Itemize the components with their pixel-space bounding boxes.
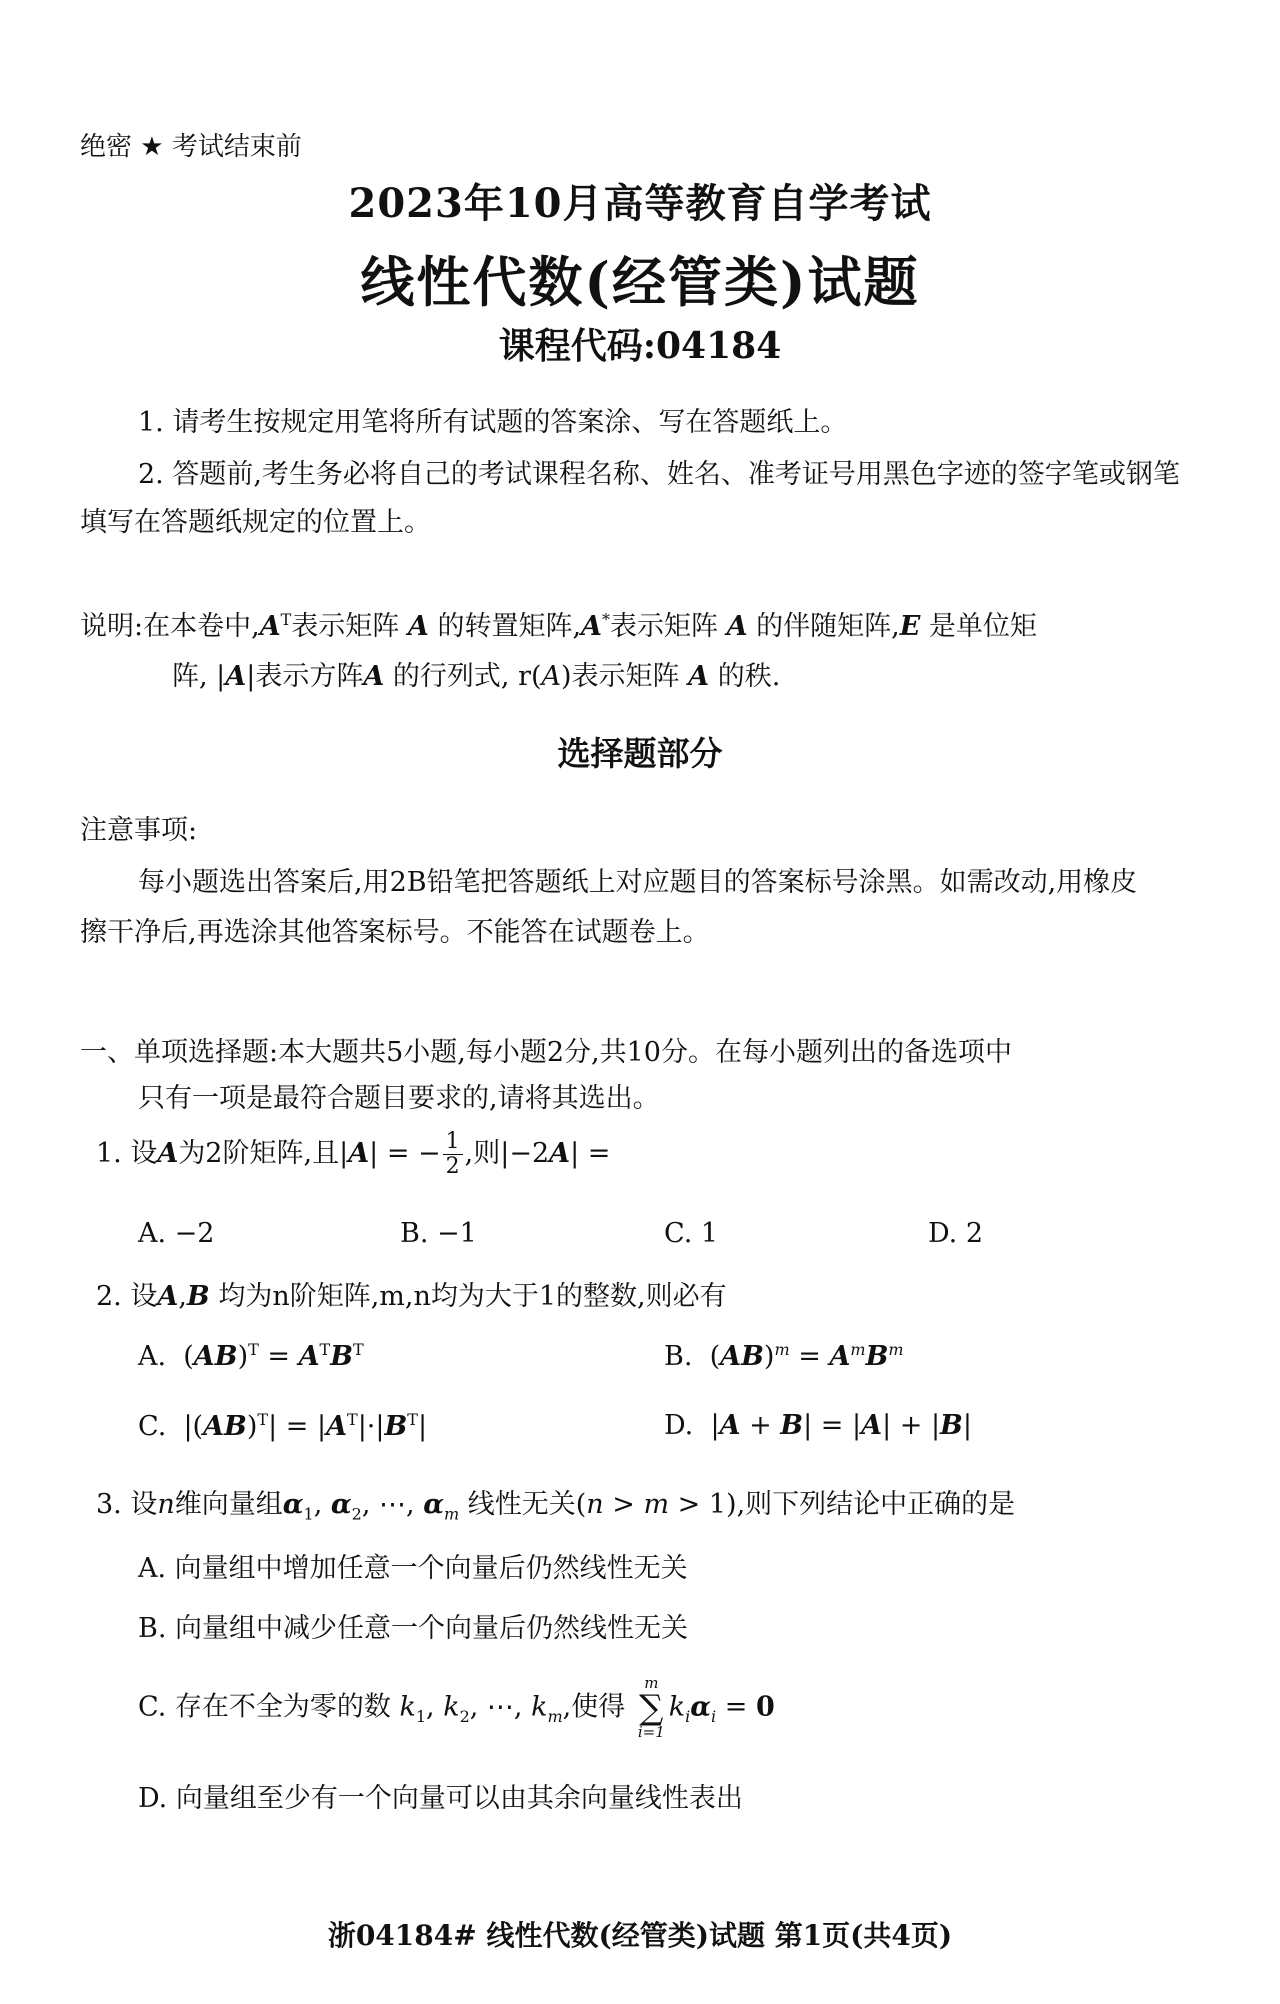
summation-symbol: m ∑ i=1 (637, 1674, 665, 1741)
question-2: 2. 设A,B 均为n阶矩阵,m,n均为大于1的整数,则必有 (96, 1281, 727, 1312)
part1-heading-cont: 只有一项是最符合题目要求的,请将其选出。 (138, 1083, 660, 1114)
explanation-line-2: 阵, |A|表示方阵A 的行列式, r(A)表示矩阵 A 的秩. (172, 661, 781, 692)
q3-option-d: D. 向量组至少有一个向量可以由其余向量线性表出 (138, 1783, 743, 1814)
q1-option-b: B. −1 (400, 1218, 477, 1249)
q2-option-a: A. $(AB)^T = A^TB^T$ (138, 1340, 364, 1372)
instruction-2-cont: 填写在答题纸规定的位置上。 (80, 507, 431, 538)
section-title: 选择题部分 (557, 734, 723, 773)
subject-title: 线性代数(经管类)试题 (360, 250, 920, 314)
attention-heading: 注意事项: (80, 815, 198, 846)
q3-option-a: A. 向量组中增加任意一个向量后仍然线性无关 (138, 1553, 688, 1584)
q3-option-b: B. 向量组中减少任意一个向量后仍然线性无关 (138, 1613, 689, 1644)
instruction-1: 1. 请考生按规定用笔将所有试题的答案涂、写在答题纸上。 (138, 407, 848, 438)
course-code: 课程代码:04184 (498, 325, 782, 367)
q2-option-b: B. $(AB)^m = A^mB^m$ (664, 1340, 904, 1372)
question-1: 1. 设A为2阶矩阵,且|A| = − $\frac{1}{2}$ ,则|−2A| = (96, 1129, 611, 1180)
page-footer: 浙04184# 线性代数(经管类)试题 第1页(共4页) (327, 1919, 953, 1952)
confidential-label: 绝密 ★ 考试结束前 (80, 132, 302, 162)
question-3: 3. 设n维向量组$\alpha_1$, $\alpha_2$, ⋯, $\alpha_m$ 线性无关(n > m > 1),则下列结论中正确的是 (96, 1489, 1016, 1524)
exam-title: 2023年10月高等教育自学考试 (348, 180, 932, 227)
q1-option-d: D. 2 (928, 1218, 984, 1249)
fraction-one-half: $\frac{1}{2}$ (443, 1130, 463, 1179)
q2-option-d: D. |A + B| = |A| + |B| (664, 1410, 972, 1441)
q1-option-c: C. 1 (664, 1218, 719, 1249)
q2-option-c: C. $|(AB)^T| = |A^T|\cdot|B^T|$ (138, 1410, 428, 1442)
attention-line-2: 擦干净后,再选涂其他答案标号。不能答在试题卷上。 (80, 917, 710, 948)
explanation-line-1: 说明:在本卷中$,A^T$表示矩阵 A 的转置矩阵,A*表示矩阵 A 的伴随矩阵,E 是单位矩 (80, 610, 1037, 642)
attention-line-1: 每小题选出答案后,用2B铅笔把答题纸上对应题目的答案标号涂黑。如需改动,用橡皮 (138, 867, 1138, 898)
instruction-2: 2. 答题前,考生务必将自己的考试课程名称、姓名、准考证号用黑色字迹的签字笔或钢笔 (138, 459, 1180, 490)
q3-option-c: C. 存在不全为零的数 $k_1$, $k_2$, ⋯, $k_m$,使得 m ∑ i=1 $k_i\alpha_i = 0$ (138, 1674, 775, 1741)
part1-heading: 一、单项选择题:本大题共5小题,每小题2分,共10分。在每小题列出的备选项中 (80, 1037, 1012, 1068)
q1-option-a: A. −2 (138, 1218, 215, 1249)
